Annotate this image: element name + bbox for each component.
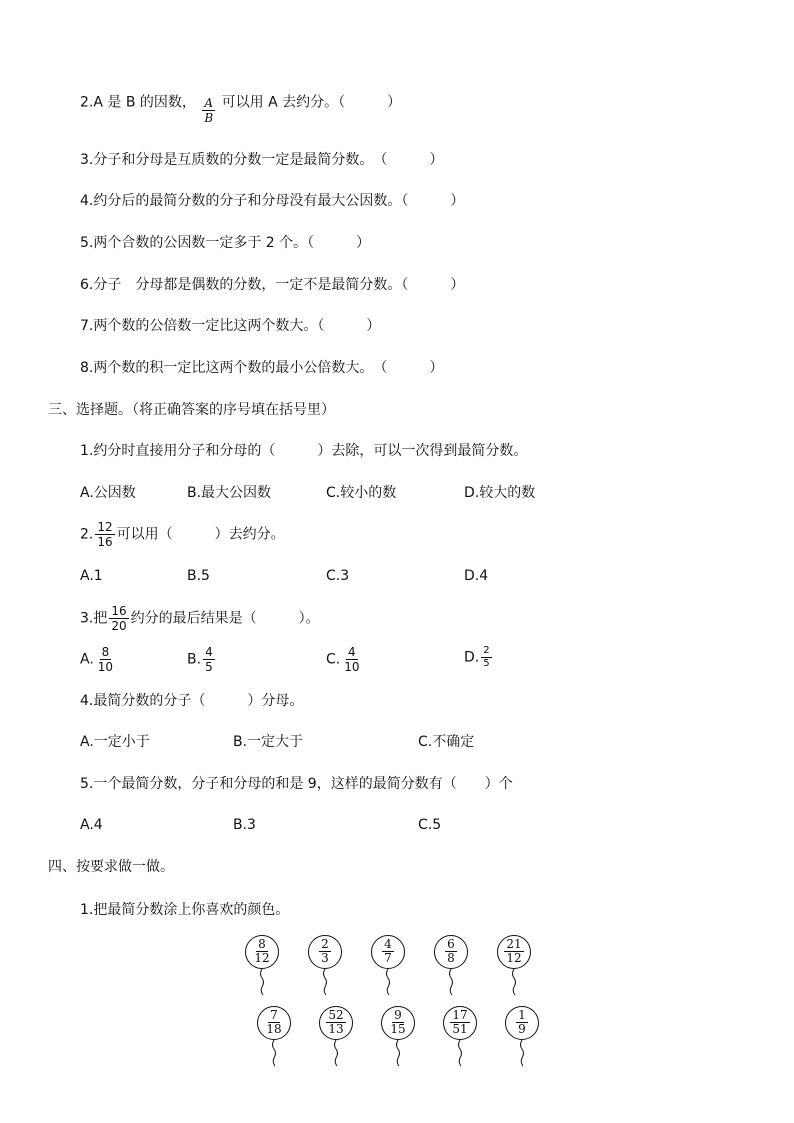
balloon[interactable] bbox=[380, 1005, 416, 1065]
balloon[interactable] bbox=[256, 1005, 292, 1065]
option-fraction bbox=[96, 645, 115, 674]
fraction-denominator: 10 bbox=[97, 660, 114, 674]
fraction-numerator: 4 bbox=[348, 645, 356, 659]
judge-q3: 3.分子和分母是互质数的分数一定是最简分数。 （ ） bbox=[80, 152, 444, 168]
balloon[interactable] bbox=[318, 1005, 354, 1065]
fraction-numerator: 52 bbox=[328, 1008, 344, 1022]
balloon[interactable] bbox=[496, 934, 532, 994]
choice-q5-option-b: B.3 bbox=[233, 817, 256, 833]
balloon-fraction bbox=[504, 1009, 540, 1036]
option-label: D. bbox=[464, 649, 480, 666]
balloon-fraction bbox=[318, 1009, 354, 1036]
fraction-numerator: 6 bbox=[447, 937, 455, 951]
choice-q1-option-d: D.较大的数 bbox=[464, 485, 536, 501]
choice-q1-option-a: A.公因数 bbox=[80, 485, 136, 501]
fraction-denominator: 12 bbox=[254, 951, 270, 965]
choice-q5-option-a: A.4 bbox=[80, 817, 103, 833]
balloon[interactable] bbox=[442, 1005, 478, 1065]
choice-q2-option-c: C.3 bbox=[326, 568, 350, 584]
fraction-numerator: 8 bbox=[101, 645, 110, 659]
choice-q2-pre: 2. bbox=[80, 526, 94, 543]
balloon[interactable] bbox=[370, 934, 406, 994]
fraction-denominator: 20 bbox=[111, 619, 127, 633]
fraction-denominator: 7 bbox=[384, 951, 392, 965]
choice-q3-option-b bbox=[187, 645, 217, 674]
choice-q5: 5.一个最简分数，分子和分母的和是 9，这样的最简分数有（ ）个 bbox=[80, 776, 513, 792]
fraction-denominator: 16 bbox=[97, 535, 113, 549]
fraction-numerator: 9 bbox=[394, 1008, 402, 1022]
choice-q2 bbox=[80, 520, 285, 549]
choice-q3-option-c bbox=[326, 645, 364, 674]
option-label: B. bbox=[187, 651, 202, 668]
fraction-denominator: 13 bbox=[328, 1022, 344, 1036]
balloon-fraction bbox=[433, 938, 469, 965]
fraction-numerator: 12 bbox=[97, 520, 113, 534]
balloon-fraction bbox=[307, 938, 343, 965]
fraction-denominator: 10 bbox=[344, 660, 360, 674]
choice-q4-option-b: B.一定大于 bbox=[233, 734, 304, 750]
option-label: C. bbox=[326, 651, 341, 668]
section3-title: 三、选择题。（将正确答案的序号填在括号里） bbox=[48, 402, 335, 418]
fraction-denominator: B bbox=[204, 111, 214, 125]
choice-q4: 4.最简分数的分子（ ）分母。 bbox=[80, 693, 304, 709]
fraction-denominator: 15 bbox=[390, 1022, 406, 1036]
choice-q2-fraction bbox=[95, 520, 114, 549]
fraction-denominator: 18 bbox=[266, 1022, 282, 1036]
fraction-denominator: 9 bbox=[518, 1022, 526, 1036]
judge-q2 bbox=[80, 88, 402, 125]
choice-q3-fraction bbox=[109, 604, 128, 633]
option-fraction bbox=[481, 645, 491, 670]
choice-q4-option-a: A.一定小于 bbox=[80, 734, 150, 750]
fraction-numerator: 7 bbox=[270, 1008, 278, 1022]
option-label: A. bbox=[80, 651, 94, 668]
choice-q4-option-c: C.不确定 bbox=[418, 734, 475, 750]
balloon[interactable] bbox=[307, 934, 343, 994]
fraction-numerator: 17 bbox=[452, 1008, 468, 1022]
choice-q2-option-a: A.1 bbox=[80, 568, 103, 584]
judge-q4: 4.约分后的最简分数的分子和分母没有最大公因数。（ ） bbox=[80, 193, 465, 209]
fraction-denominator: 51 bbox=[452, 1022, 468, 1036]
choice-q3-option-a bbox=[80, 645, 117, 674]
fraction-numerator: 4 bbox=[384, 937, 392, 951]
balloon-fraction bbox=[244, 938, 280, 965]
choice-q1: 1.约分时直接用分子和分母的（ ）去除，可以一次得到最简分数。 bbox=[80, 443, 528, 459]
choice-q1-option-b: B.最大公因数 bbox=[187, 485, 272, 501]
section4-q1: 1.把最简分数涂上你喜欢的颜色。 bbox=[80, 902, 290, 918]
fraction-denominator: 5 bbox=[205, 660, 213, 674]
choice-q3-pre: 3.把 bbox=[80, 610, 108, 627]
choice-q5-option-c: C.5 bbox=[418, 817, 442, 833]
judge-q7: 7.两个数的公倍数一定比这两个数大。（ ） bbox=[80, 318, 381, 334]
fraction-denominator: 5 bbox=[483, 658, 490, 669]
fraction-denominator: 3 bbox=[321, 951, 329, 965]
option-fraction bbox=[203, 645, 215, 674]
fraction-numerator: 4 bbox=[205, 645, 213, 659]
fraction-numerator: 2 bbox=[483, 645, 490, 656]
fraction-denominator: 8 bbox=[447, 951, 455, 965]
fraction-numerator: 2 bbox=[321, 937, 329, 951]
judge-q6: 6.分子 分母都是偶数的分数，一定不是最简分数。（ ） bbox=[80, 277, 465, 293]
judge-q8: 8.两个数的积一定比这两个数的最小公倍数大。 （ ） bbox=[80, 360, 444, 376]
judge-q2-pre: 2.A 是 B 的因数， bbox=[80, 94, 196, 111]
choice-q3 bbox=[80, 604, 320, 633]
fraction-numerator: 16 bbox=[111, 604, 127, 618]
section4-title: 四、按要求做一做。 bbox=[48, 859, 174, 875]
judge-q5: 5.两个合数的公因数一定多于 2 个。（ ） bbox=[80, 235, 371, 251]
balloon[interactable] bbox=[433, 934, 469, 994]
balloon-fraction bbox=[256, 1009, 292, 1036]
fraction-numerator: 21 bbox=[506, 937, 522, 951]
balloon-fraction bbox=[370, 938, 406, 965]
option-fraction bbox=[342, 645, 361, 674]
balloon[interactable] bbox=[504, 1005, 540, 1065]
choice-q2-option-b: B.5 bbox=[187, 568, 210, 584]
balloon-fraction bbox=[496, 938, 532, 965]
choice-q3-option-d bbox=[464, 645, 494, 670]
balloon-fraction bbox=[380, 1009, 416, 1036]
choice-q1-option-c: C.较小的数 bbox=[326, 485, 397, 501]
balloon-fraction bbox=[442, 1009, 478, 1036]
fraction-denominator: 12 bbox=[506, 951, 522, 965]
balloon[interactable] bbox=[244, 934, 280, 994]
judge-q2-post: 可以用 A 去约分。（ ） bbox=[221, 94, 402, 111]
choice-q2-post: 可以用（ ）去约分。 bbox=[116, 526, 285, 543]
choice-q2-option-d: D.4 bbox=[464, 568, 489, 584]
fraction-numerator: A bbox=[204, 96, 214, 110]
judge-q2-fraction bbox=[202, 96, 215, 125]
fraction-numerator: 1 bbox=[518, 1008, 526, 1022]
choice-q3-post: 约分的最后结果是（ ）。 bbox=[130, 610, 320, 627]
fraction-numerator: 8 bbox=[258, 937, 266, 951]
